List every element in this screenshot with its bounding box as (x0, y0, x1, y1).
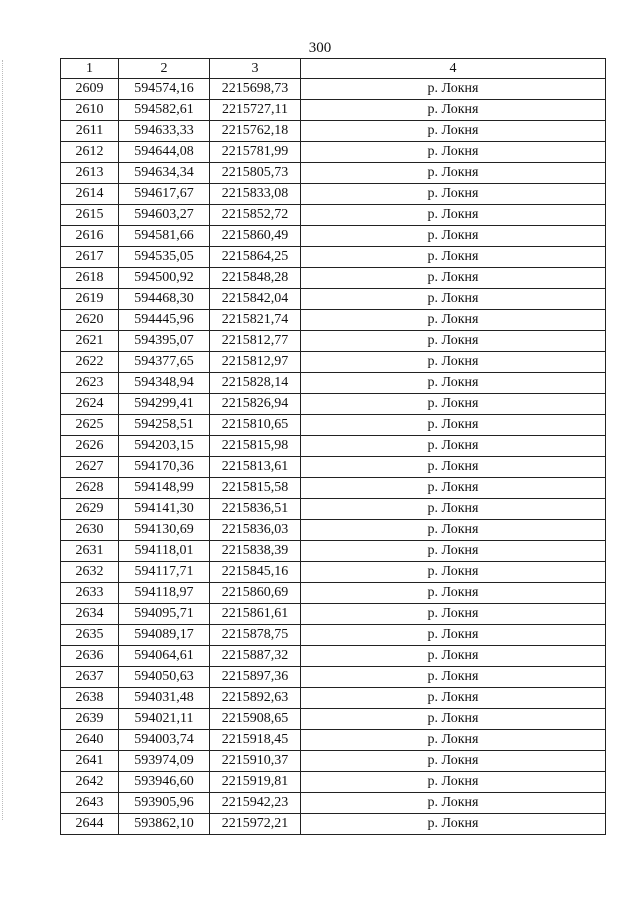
x-coordinate-cell: 594118,01 (119, 541, 210, 562)
description-cell: р. Локня (301, 709, 606, 730)
table-row (61, 163, 606, 184)
point-number-cell: 2623 (61, 373, 119, 394)
point-number-cell: 2613 (61, 163, 119, 184)
y-coordinate-cell: 2215838,39 (210, 541, 301, 562)
column-header-3: 3 (210, 59, 301, 79)
table-row (61, 688, 606, 709)
table-row (61, 289, 606, 310)
x-coordinate-cell: 593862,10 (119, 814, 210, 835)
table-row (61, 205, 606, 226)
x-coordinate-cell: 594445,96 (119, 310, 210, 331)
description-cell: р. Локня (301, 478, 606, 499)
description-cell: р. Локня (301, 541, 606, 562)
point-number-cell: 2629 (61, 499, 119, 520)
x-coordinate-cell: 594603,27 (119, 205, 210, 226)
x-coordinate-cell: 594395,07 (119, 331, 210, 352)
x-coordinate-cell: 594141,30 (119, 499, 210, 520)
table-row (61, 226, 606, 247)
table-row (61, 121, 606, 142)
table-row (61, 394, 606, 415)
x-coordinate-cell: 594633,33 (119, 121, 210, 142)
description-cell: р. Локня (301, 457, 606, 478)
x-coordinate-cell: 594581,66 (119, 226, 210, 247)
description-cell: р. Локня (301, 520, 606, 541)
y-coordinate-cell: 2215821,74 (210, 310, 301, 331)
description-cell: р. Локня (301, 499, 606, 520)
point-number-cell: 2622 (61, 352, 119, 373)
y-coordinate-cell: 2215848,28 (210, 268, 301, 289)
description-cell: р. Локня (301, 688, 606, 709)
description-cell: р. Локня (301, 352, 606, 373)
y-coordinate-cell: 2215897,36 (210, 667, 301, 688)
y-coordinate-cell: 2215842,04 (210, 289, 301, 310)
description-cell: р. Локня (301, 79, 606, 100)
x-coordinate-cell: 594170,36 (119, 457, 210, 478)
point-number-cell: 2619 (61, 289, 119, 310)
column-header-1: 1 (61, 59, 119, 79)
table-row (61, 625, 606, 646)
description-cell: р. Локня (301, 646, 606, 667)
table-row (61, 646, 606, 667)
y-coordinate-cell: 2215727,11 (210, 100, 301, 121)
y-coordinate-cell: 2215864,25 (210, 247, 301, 268)
table-row (61, 604, 606, 625)
table-row (61, 100, 606, 121)
x-coordinate-cell: 594064,61 (119, 646, 210, 667)
description-cell: р. Локня (301, 583, 606, 604)
y-coordinate-cell: 2215836,03 (210, 520, 301, 541)
point-number-cell: 2639 (61, 709, 119, 730)
description-cell: р. Локня (301, 667, 606, 688)
point-number-cell: 2620 (61, 310, 119, 331)
point-number-cell: 2617 (61, 247, 119, 268)
x-coordinate-cell: 594003,74 (119, 730, 210, 751)
point-number-cell: 2615 (61, 205, 119, 226)
point-number-cell: 2643 (61, 793, 119, 814)
table-row (61, 415, 606, 436)
description-cell: р. Локня (301, 814, 606, 835)
x-coordinate-cell: 594258,51 (119, 415, 210, 436)
point-number-cell: 2630 (61, 520, 119, 541)
point-number-cell: 2637 (61, 667, 119, 688)
point-number-cell: 2626 (61, 436, 119, 457)
description-cell: р. Локня (301, 331, 606, 352)
y-coordinate-cell: 2215812,97 (210, 352, 301, 373)
point-number-cell: 2631 (61, 541, 119, 562)
x-coordinate-cell: 594582,61 (119, 100, 210, 121)
table-row (61, 373, 606, 394)
table-row (61, 184, 606, 205)
x-coordinate-cell: 594348,94 (119, 373, 210, 394)
point-number-cell: 2642 (61, 772, 119, 793)
y-coordinate-cell: 2215852,72 (210, 205, 301, 226)
point-number-cell: 2627 (61, 457, 119, 478)
y-coordinate-cell: 2215887,32 (210, 646, 301, 667)
point-number-cell: 2612 (61, 142, 119, 163)
description-cell: р. Локня (301, 625, 606, 646)
y-coordinate-cell: 2215836,51 (210, 499, 301, 520)
x-coordinate-cell: 593974,09 (119, 751, 210, 772)
x-coordinate-cell: 594299,41 (119, 394, 210, 415)
description-cell: р. Локня (301, 793, 606, 814)
point-number-cell: 2614 (61, 184, 119, 205)
table-row (61, 772, 606, 793)
table-header-row (61, 59, 606, 79)
y-coordinate-cell: 2215878,75 (210, 625, 301, 646)
column-header-2: 2 (119, 59, 210, 79)
table-row (61, 478, 606, 499)
y-coordinate-cell: 2215860,69 (210, 583, 301, 604)
description-cell: р. Локня (301, 121, 606, 142)
x-coordinate-cell: 594574,16 (119, 79, 210, 100)
y-coordinate-cell: 2215813,61 (210, 457, 301, 478)
description-cell: р. Локня (301, 163, 606, 184)
table-row (61, 709, 606, 730)
table-row (61, 352, 606, 373)
coordinates-table (60, 58, 606, 835)
x-coordinate-cell: 594644,08 (119, 142, 210, 163)
x-coordinate-cell: 594535,05 (119, 247, 210, 268)
y-coordinate-cell: 2215815,98 (210, 436, 301, 457)
x-coordinate-cell: 594031,48 (119, 688, 210, 709)
x-coordinate-cell: 593946,60 (119, 772, 210, 793)
y-coordinate-cell: 2215828,14 (210, 373, 301, 394)
point-number-cell: 2641 (61, 751, 119, 772)
point-number-cell: 2635 (61, 625, 119, 646)
table-row (61, 310, 606, 331)
description-cell: р. Локня (301, 226, 606, 247)
description-cell: р. Локня (301, 373, 606, 394)
description-cell: р. Локня (301, 268, 606, 289)
y-coordinate-cell: 2215810,65 (210, 415, 301, 436)
table-row (61, 79, 606, 100)
description-cell: р. Локня (301, 184, 606, 205)
x-coordinate-cell: 594148,99 (119, 478, 210, 499)
table-row (61, 499, 606, 520)
y-coordinate-cell: 2215910,37 (210, 751, 301, 772)
table-row (61, 457, 606, 478)
point-number-cell: 2610 (61, 100, 119, 121)
y-coordinate-cell: 2215781,99 (210, 142, 301, 163)
y-coordinate-cell: 2215826,94 (210, 394, 301, 415)
y-coordinate-cell: 2215919,81 (210, 772, 301, 793)
x-coordinate-cell: 594118,97 (119, 583, 210, 604)
description-cell: р. Локня (301, 205, 606, 226)
y-coordinate-cell: 2215918,45 (210, 730, 301, 751)
point-number-cell: 2634 (61, 604, 119, 625)
y-coordinate-cell: 2215698,73 (210, 79, 301, 100)
x-coordinate-cell: 594468,30 (119, 289, 210, 310)
description-cell: р. Локня (301, 772, 606, 793)
table-row (61, 751, 606, 772)
page-number: 300 (308, 40, 332, 56)
point-number-cell: 2624 (61, 394, 119, 415)
x-coordinate-cell: 594117,71 (119, 562, 210, 583)
table-row (61, 814, 606, 835)
x-coordinate-cell: 594500,92 (119, 268, 210, 289)
description-cell: р. Локня (301, 142, 606, 163)
table-row (61, 247, 606, 268)
scan-margin-dots (2, 60, 4, 820)
x-coordinate-cell: 594617,67 (119, 184, 210, 205)
description-cell: р. Локня (301, 310, 606, 331)
y-coordinate-cell: 2215812,77 (210, 331, 301, 352)
point-number-cell: 2621 (61, 331, 119, 352)
y-coordinate-cell: 2215942,23 (210, 793, 301, 814)
table-row (61, 142, 606, 163)
table-row (61, 730, 606, 751)
description-cell: р. Локня (301, 415, 606, 436)
point-number-cell: 2644 (61, 814, 119, 835)
table-row (61, 667, 606, 688)
table-row (61, 436, 606, 457)
description-cell: р. Локня (301, 436, 606, 457)
table-row (61, 520, 606, 541)
y-coordinate-cell: 2215892,63 (210, 688, 301, 709)
description-cell: р. Локня (301, 562, 606, 583)
x-coordinate-cell: 594050,63 (119, 667, 210, 688)
point-number-cell: 2638 (61, 688, 119, 709)
point-number-cell: 2628 (61, 478, 119, 499)
table-body (61, 79, 606, 835)
description-cell: р. Локня (301, 247, 606, 268)
point-number-cell: 2609 (61, 79, 119, 100)
x-coordinate-cell: 594089,17 (119, 625, 210, 646)
table-row (61, 541, 606, 562)
table-row (61, 562, 606, 583)
point-number-cell: 2618 (61, 268, 119, 289)
description-cell: р. Локня (301, 604, 606, 625)
table-row (61, 583, 606, 604)
point-number-cell: 2633 (61, 583, 119, 604)
y-coordinate-cell: 2215845,16 (210, 562, 301, 583)
point-number-cell: 2625 (61, 415, 119, 436)
x-coordinate-cell: 594130,69 (119, 520, 210, 541)
y-coordinate-cell: 2215805,73 (210, 163, 301, 184)
point-number-cell: 2632 (61, 562, 119, 583)
x-coordinate-cell: 594634,34 (119, 163, 210, 184)
y-coordinate-cell: 2215860,49 (210, 226, 301, 247)
y-coordinate-cell: 2215762,18 (210, 121, 301, 142)
description-cell: р. Локня (301, 751, 606, 772)
point-number-cell: 2636 (61, 646, 119, 667)
point-number-cell: 2616 (61, 226, 119, 247)
point-number-cell: 2640 (61, 730, 119, 751)
table-row (61, 268, 606, 289)
description-cell: р. Локня (301, 730, 606, 751)
x-coordinate-cell: 594095,71 (119, 604, 210, 625)
description-cell: р. Локня (301, 289, 606, 310)
table-row (61, 793, 606, 814)
y-coordinate-cell: 2215861,61 (210, 604, 301, 625)
x-coordinate-cell: 593905,96 (119, 793, 210, 814)
x-coordinate-cell: 594203,15 (119, 436, 210, 457)
description-cell: р. Локня (301, 394, 606, 415)
x-coordinate-cell: 594021,11 (119, 709, 210, 730)
y-coordinate-cell: 2215815,58 (210, 478, 301, 499)
y-coordinate-cell: 2215908,65 (210, 709, 301, 730)
point-number-cell: 2611 (61, 121, 119, 142)
column-header-4: 4 (301, 59, 606, 79)
y-coordinate-cell: 2215972,21 (210, 814, 301, 835)
y-coordinate-cell: 2215833,08 (210, 184, 301, 205)
x-coordinate-cell: 594377,65 (119, 352, 210, 373)
table-row (61, 331, 606, 352)
description-cell: р. Локня (301, 100, 606, 121)
